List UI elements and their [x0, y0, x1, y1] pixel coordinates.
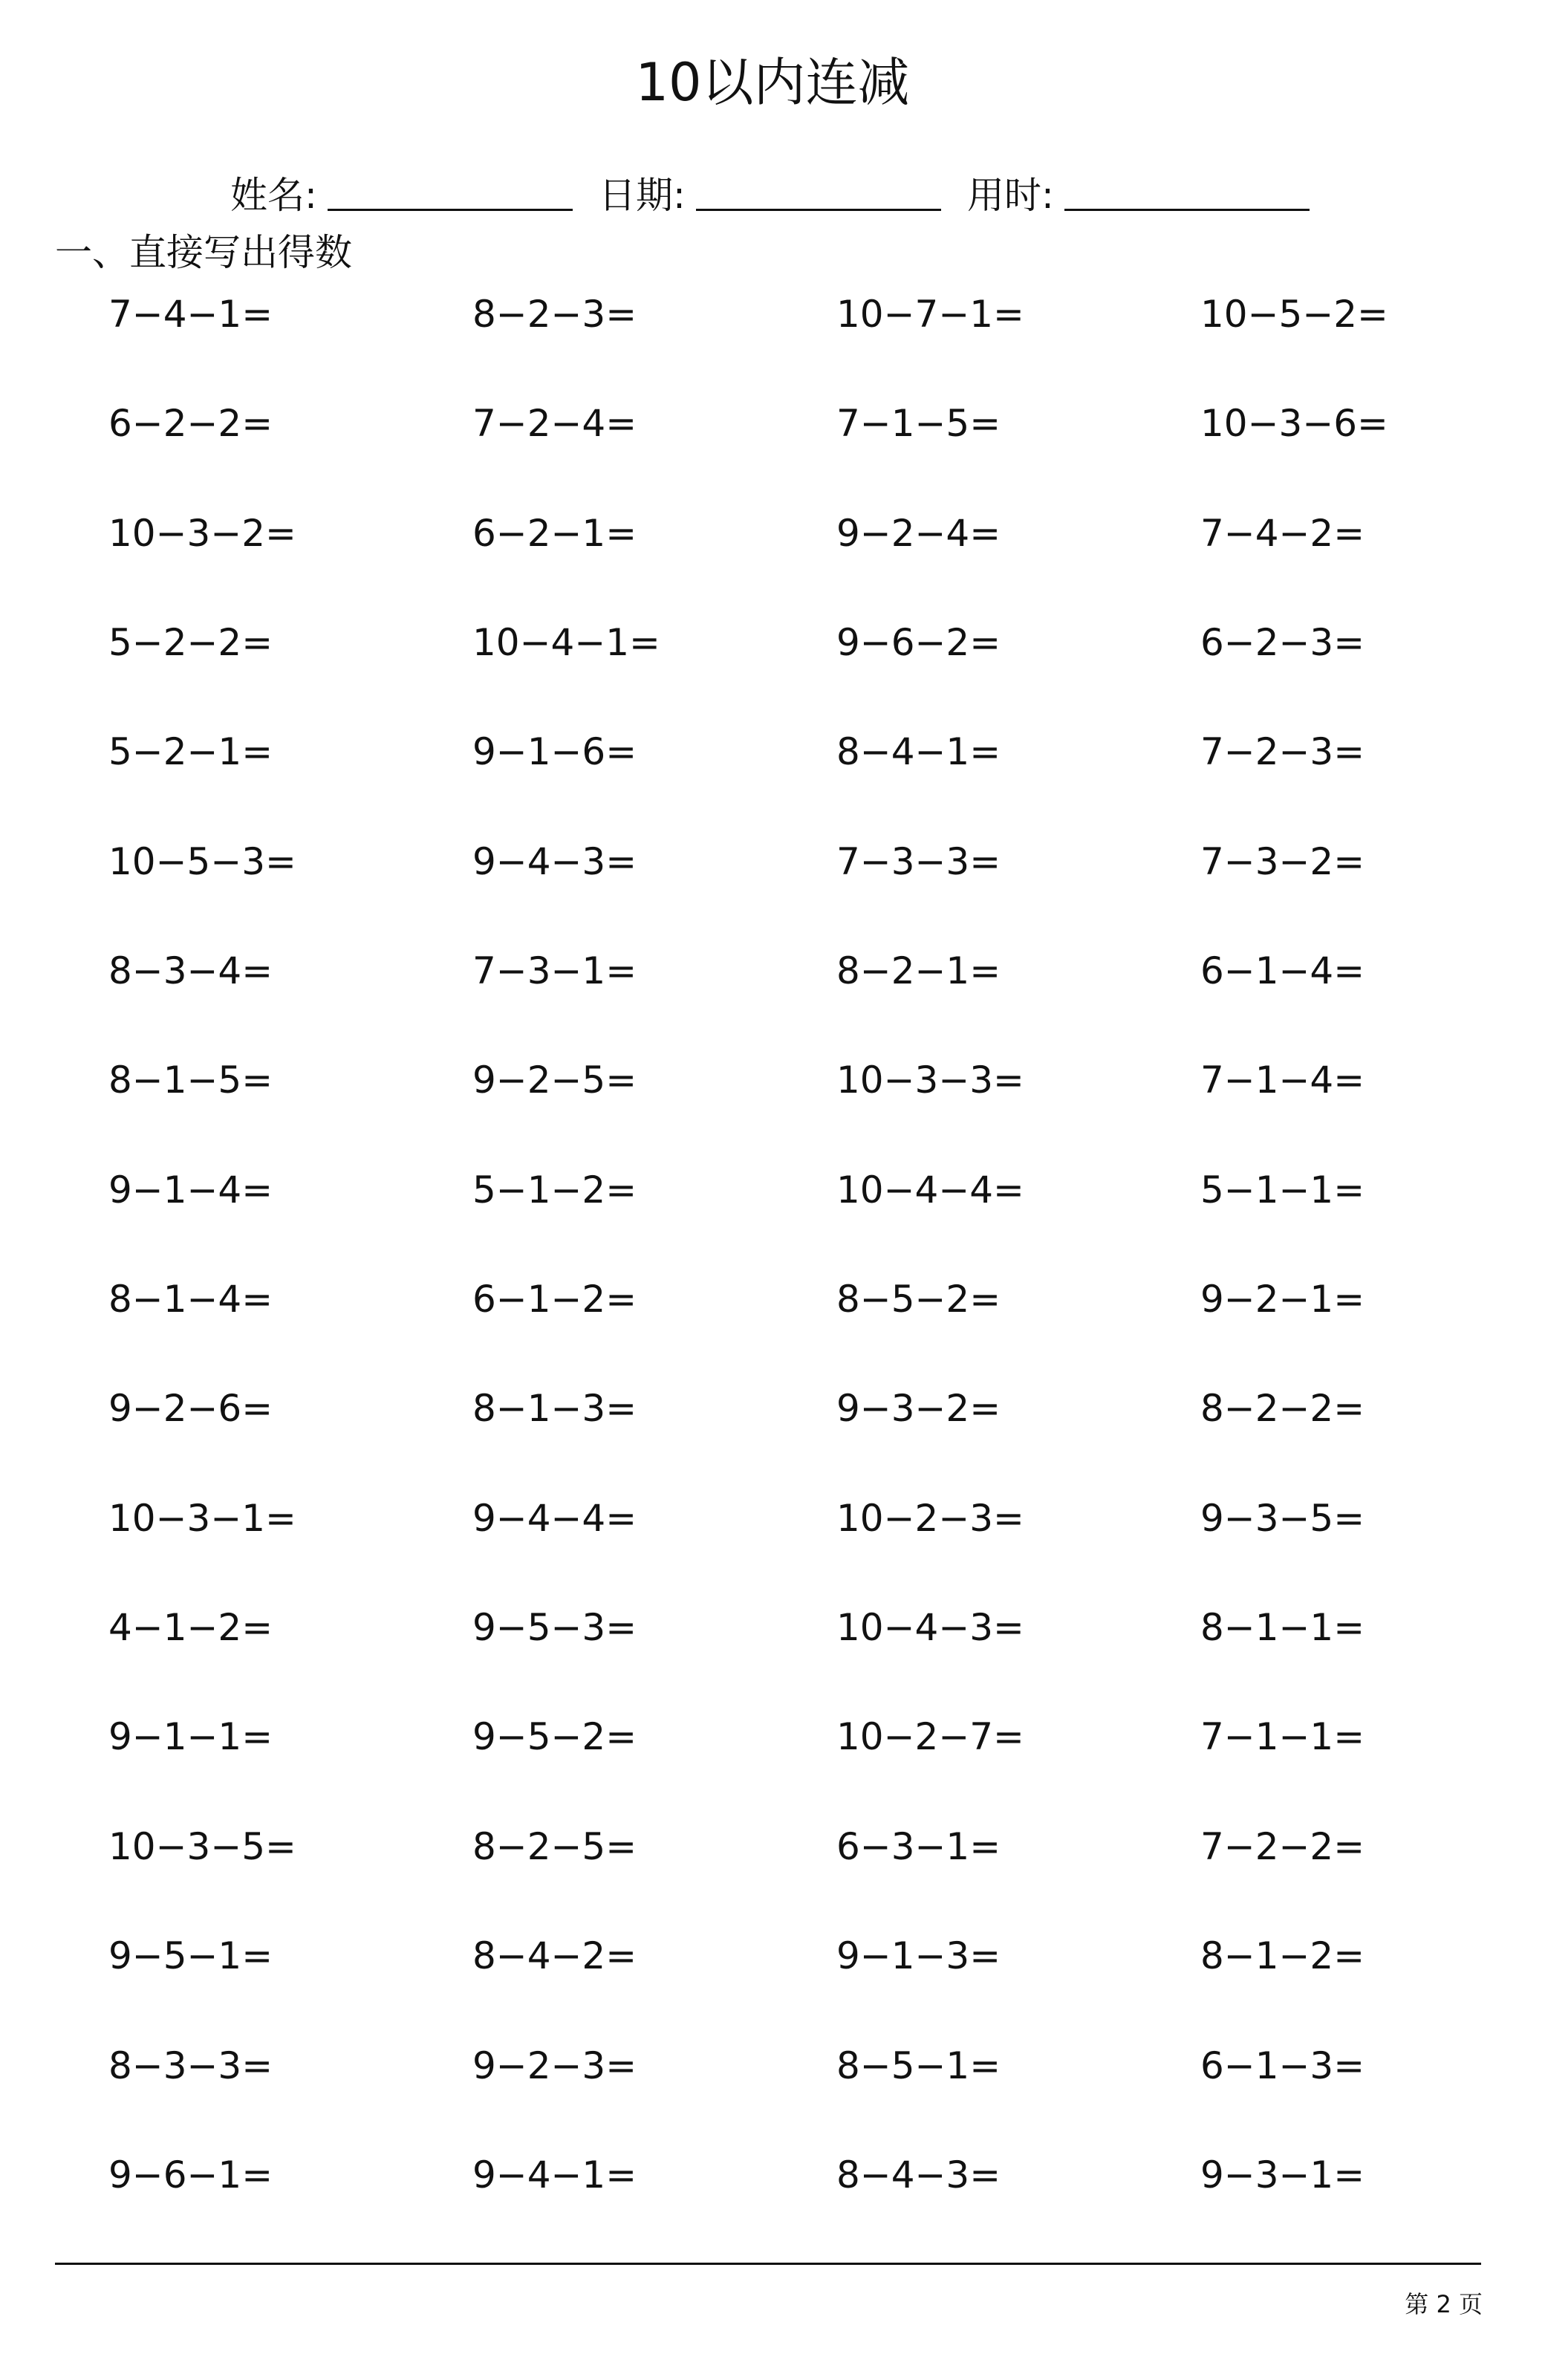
name-label: 姓名: — [230, 174, 317, 217]
problem-item: 6−1−3= — [1200, 2044, 1365, 2087]
problem-item: 9−3−1= — [1200, 2153, 1365, 2197]
problem-item: 9−2−3= — [472, 2044, 637, 2087]
problem-item: 9−3−2= — [836, 1387, 1001, 1431]
problem-item: 9−2−1= — [1200, 1278, 1365, 1321]
problem-item: 5−2−2= — [108, 621, 273, 665]
section-heading: 一、直接写出得数 — [55, 231, 352, 274]
problem-item: 10−5−2= — [1200, 293, 1388, 336]
problem-item: 10−3−1= — [108, 1496, 296, 1540]
problem-item: 7−4−2= — [1200, 511, 1365, 555]
problem-item: 10−7−1= — [836, 293, 1024, 336]
problem-item: 7−3−2= — [1200, 839, 1365, 883]
date-label: 日期: — [599, 174, 686, 217]
problem-item: 7−1−5= — [836, 402, 1001, 446]
problem-item: 9−3−5= — [1200, 1496, 1365, 1540]
problem-item: 8−3−4= — [108, 949, 273, 993]
page-title: 10以内连减 — [635, 52, 910, 113]
problem-item: 9−4−4= — [472, 1496, 637, 1540]
problem-item: 7−3−3= — [836, 839, 1001, 883]
time-blank-line[interactable] — [1064, 201, 1310, 211]
problem-item: 8−5−2= — [836, 1278, 1001, 1321]
problem-item: 9−1−1= — [108, 1715, 273, 1759]
problem-item: 7−1−1= — [1200, 1715, 1365, 1759]
time-label: 用时: — [967, 174, 1054, 217]
problem-item: 9−6−1= — [108, 2153, 273, 2197]
problem-item: 9−6−2= — [836, 621, 1001, 665]
footer-rule — [55, 2263, 1481, 2265]
problem-item: 9−1−4= — [108, 1168, 273, 1212]
problem-item: 10−4−4= — [836, 1168, 1024, 1212]
problem-item: 8−2−3= — [472, 293, 637, 336]
problem-item: 8−1−4= — [108, 1278, 273, 1321]
problem-item: 8−1−2= — [1200, 1934, 1365, 1978]
problem-item: 9−2−6= — [108, 1387, 273, 1431]
problem-item: 9−5−3= — [472, 1606, 637, 1650]
problem-item: 9−5−1= — [108, 1934, 273, 1978]
problem-item: 8−1−1= — [1200, 1606, 1365, 1650]
problem-item: 7−3−1= — [472, 949, 637, 993]
problem-item: 4−1−2= — [108, 1606, 273, 1650]
problem-item: 7−2−4= — [472, 402, 637, 446]
problem-item: 6−2−2= — [108, 402, 273, 446]
problems-grid — [108, 288, 1505, 2258]
problem-item: 10−2−3= — [836, 1496, 1024, 1540]
date-field-group — [599, 162, 941, 221]
problem-item: 8−2−1= — [836, 949, 1001, 993]
problem-item: 10−4−1= — [472, 621, 660, 665]
problem-item: 8−3−3= — [108, 2044, 273, 2087]
problem-item: 10−3−2= — [108, 511, 296, 555]
problem-item: 8−4−1= — [836, 730, 1001, 774]
page-number: 第 2 页 — [1405, 2290, 1483, 2318]
problem-item: 8−5−1= — [836, 2044, 1001, 2087]
problem-item: 10−3−6= — [1200, 402, 1388, 446]
problem-item: 6−2−1= — [472, 511, 637, 555]
problem-item: 9−1−6= — [472, 730, 637, 774]
name-blank-line[interactable] — [328, 201, 573, 211]
problem-item: 8−1−5= — [108, 1059, 273, 1102]
problem-item: 7−2−2= — [1200, 1824, 1365, 1868]
problem-item: 8−2−5= — [472, 1824, 637, 1868]
problem-item: 9−4−1= — [472, 2153, 637, 2197]
problem-item: 9−1−3= — [836, 1934, 1001, 1978]
problem-item: 10−3−3= — [836, 1059, 1024, 1102]
problem-item: 6−1−4= — [1200, 949, 1365, 993]
problem-item: 10−5−3= — [108, 839, 296, 883]
name-field-group — [230, 162, 573, 221]
problem-item: 7−2−3= — [1200, 730, 1365, 774]
problem-item: 5−1−2= — [472, 1168, 637, 1212]
problem-item: 6−3−1= — [836, 1824, 1001, 1868]
problem-item: 8−2−2= — [1200, 1387, 1365, 1431]
problem-item: 9−5−2= — [472, 1715, 637, 1759]
problem-item: 7−4−1= — [108, 293, 273, 336]
problem-item: 9−2−5= — [472, 1059, 637, 1102]
time-field-group — [967, 162, 1310, 221]
problem-item: 7−1−4= — [1200, 1059, 1365, 1102]
problem-item: 9−4−3= — [472, 839, 637, 883]
student-info-row — [0, 162, 1545, 221]
problem-item: 8−4−3= — [836, 2153, 1001, 2197]
date-blank-line[interactable] — [696, 201, 941, 211]
problem-item: 9−2−4= — [836, 511, 1001, 555]
problem-item: 5−1−1= — [1200, 1168, 1365, 1212]
problem-item: 10−2−7= — [836, 1715, 1024, 1759]
problem-item: 6−2−3= — [1200, 621, 1365, 665]
problem-item: 8−1−3= — [472, 1387, 637, 1431]
problem-item: 10−4−3= — [836, 1606, 1024, 1650]
problem-item: 5−2−1= — [108, 730, 273, 774]
problem-item: 10−3−5= — [108, 1824, 296, 1868]
problem-item: 8−4−2= — [472, 1934, 637, 1978]
problem-item: 6−1−2= — [472, 1278, 637, 1321]
